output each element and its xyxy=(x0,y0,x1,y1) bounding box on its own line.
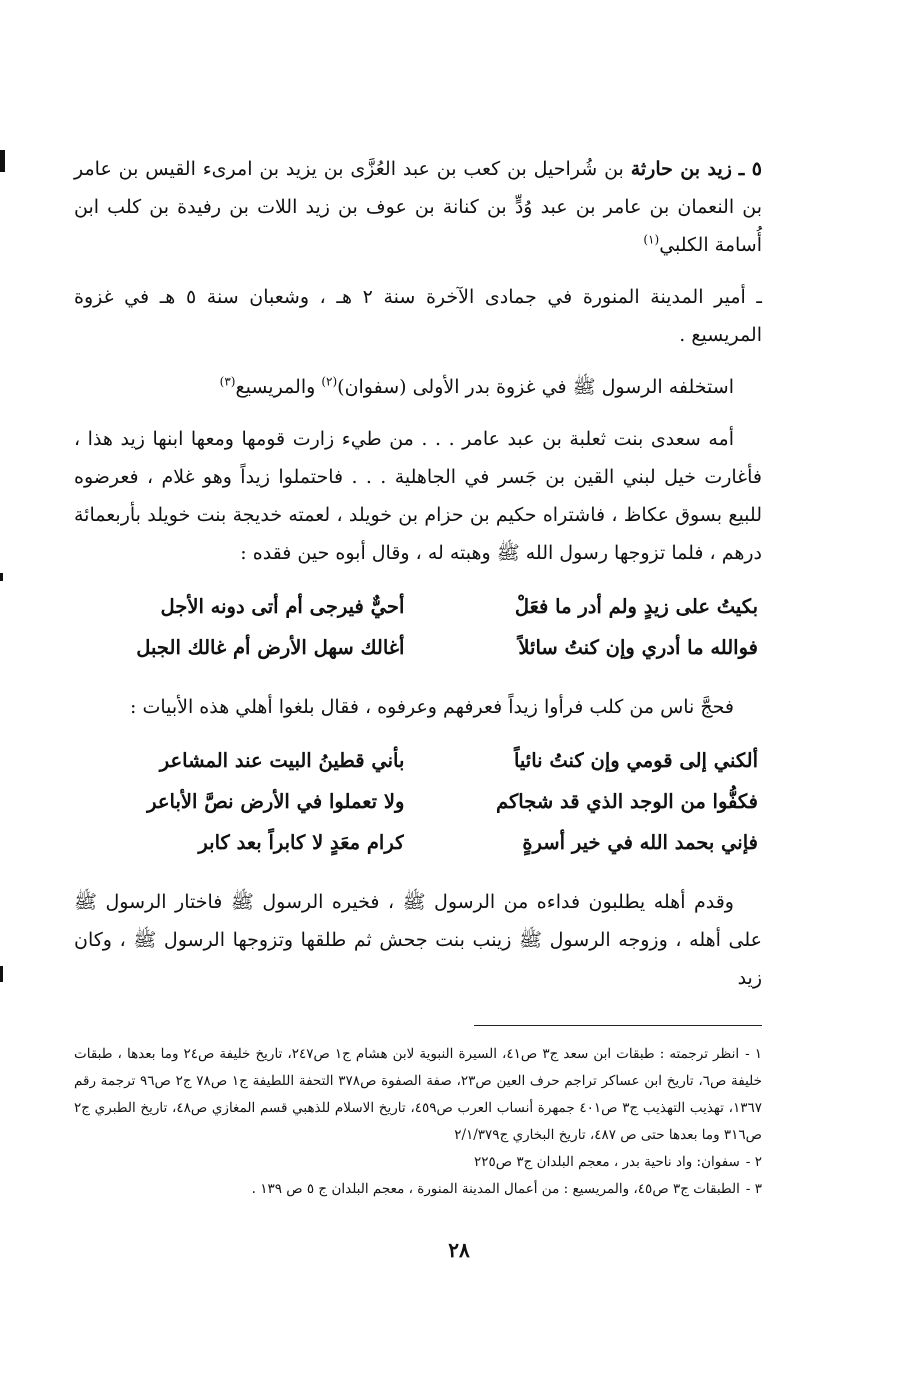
footnote-ref: (١) xyxy=(643,232,660,247)
footnote-number: ٢ - xyxy=(745,1154,762,1170)
entry-heading-paragraph xyxy=(74,150,762,264)
poem-zayd xyxy=(74,740,762,863)
closing-paragraph: وقدم أهله يطلبون فداءه من الرسول ﷺ ، فخيره الرسول ﷺ فاختار الرسول ﷺ على أهله ، وزوجه الرسول ﷺ زينب بنت جحش ثم طلقها وتزوجها الرسول ﷺ ، وكان زيد xyxy=(74,891,762,989)
footnote xyxy=(74,1041,762,1149)
verse xyxy=(74,586,762,627)
verse-second-hemistich: ولا تعملوا في الأرض نصَّ الأباعر xyxy=(147,790,405,813)
footnotes xyxy=(74,1041,762,1203)
footnote-text: سفوان: واد ناحية بدر ، معجم البلدان ج٣ ص٢٢٥ xyxy=(474,1154,740,1170)
footnote-ref: (٢) xyxy=(321,374,338,389)
page-number: ٢٨ xyxy=(448,1238,470,1262)
appointment-paragraph xyxy=(74,368,762,406)
verse xyxy=(74,740,762,781)
verse-first-hemistich: فكفُّوا من الوجد الذي قد شجاكم xyxy=(496,790,758,813)
footnote-text: انظر ترجمته : طبقات ابن سعد ج٣ ص٤١، السيرة النبوية لابن هشام ج١ ص٢٤٧، تاريخ خليفة ص٢٤ وما بعدها ، طبقات خليفة ص٦، تاريخ ابن عساكر تراجم حرف العين ص٢٣، صفة الصفوة ص٣٧٨ التحفة اللطيفة ج١ ص٧٨ ج٢ ص٩٦ ترجمة رقم ١٣٦٧، تهذيب التهذيب ج٣ ص٤٠١ جمهرة أنساب العرب ص٤٥٩، تاريخ الاسلام للذهبي قسم المغازي ص٤٨، تاريخ الطبري ج٢ ص٣١٦ وما بعدها حتى ص ٤٨٧، تاريخ البخاري ج٢/١/٣٧٩ xyxy=(74,1046,762,1143)
verse-second-hemistich: كرام معَدٍ لا كابراً بعد كابر xyxy=(198,831,405,854)
verse-second-hemistich: أغالك سهل الأرض أم غالك الجبل xyxy=(136,636,405,659)
scan-edge-mark xyxy=(0,573,3,581)
verse-first-hemistich: ألكني إلى قومي وإن كنتُ نائياً xyxy=(513,749,758,772)
main-text xyxy=(74,150,762,1011)
footnote-divider xyxy=(474,1025,762,1026)
footnote xyxy=(74,1176,762,1203)
scan-edge-mark xyxy=(0,150,5,172)
footnote-text: الطبقات ج٣ ص٤٥، والمريسيع : من أعمال المدينة المنورة ، معجم البلدان ج ٥ ص ١٣٩ . xyxy=(251,1181,740,1197)
scan-edge-mark xyxy=(0,966,3,982)
story-paragraph: أمه سعدى بنت ثعلبة بن عبد عامر . . . من طيء زارت قومها ومعها ابنها زيد هذا ، فأغارت خيل لبني القين بن جَسر في الجاهلية . . . فاحتملوا زيداً وهو غلام ، فعرضوه للبيع بسوق عكاظ ، فاشتراه حكيم بن حزام بن خويلد ، لعمته خديجة بنت خويلد بأربعمائة درهم ، فلما تزوجها رسول الله ﷺ وهبته له ، وقال أبوه حين فقده : xyxy=(74,428,762,564)
footnote xyxy=(74,1149,762,1176)
verse-first-hemistich: فوالله ما أدري وإن كنتُ سائلاً xyxy=(518,636,758,659)
verse xyxy=(74,781,762,822)
footnote-number: ١ - xyxy=(745,1046,762,1062)
footnote-number: ٣ - xyxy=(745,1181,762,1197)
appointment-text: استخلفه الرسول ﷺ في غزوة بدر الأولى (سفوان) xyxy=(337,376,734,398)
entry-name: زيد بن حارثة xyxy=(630,158,732,180)
poem-father xyxy=(74,586,762,668)
footnote-ref: (٣) xyxy=(219,374,236,389)
transition-paragraph: فحجَّ ناس من كلب فرأوا زيداً فعرفهم وعرفوه ، فقال بلغوا أهلي هذه الأبيات : xyxy=(130,696,734,718)
appointment-text-end: والمريسيع xyxy=(235,376,322,398)
verse-first-hemistich: فإني بحمد الله في خير أسرةٍ xyxy=(522,831,758,854)
entry-number: ٥ ـ xyxy=(738,158,762,180)
governor-paragraph: ـ أمير المدينة المنورة في جمادى الآخرة سنة ٢ هـ ، وشعبان سنة ٥ هـ في غزوة المريسيع . xyxy=(74,286,762,346)
verse xyxy=(74,822,762,863)
verse xyxy=(74,627,762,668)
verse-second-hemistich: أحيٌّ فيرجى أم أتى دونه الأجل xyxy=(160,595,405,618)
verse-second-hemistich: بأني قطينُ البيت عند المشاعر xyxy=(159,749,405,772)
entry-lineage: بن شُراحيل بن كعب بن عبد العُزَّى بن يزيد بن امرىء القيس بن عامر بن النعمان بن عامر بن عبد وُدٍّ بن كنانة بن عوف بن زيد اللات بن رفيدة بن كلب ابن أُسامة الكلبي xyxy=(74,158,762,256)
verse-first-hemistich: بكيتُ على زيدٍ ولم أدر ما فعَلْ xyxy=(514,595,758,618)
